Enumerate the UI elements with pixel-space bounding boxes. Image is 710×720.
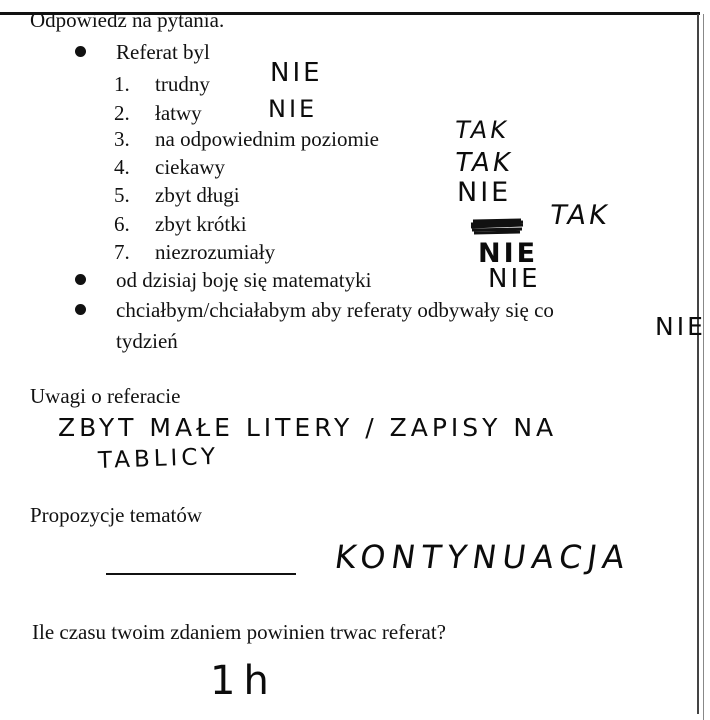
item-label: niezrozumiały: [155, 240, 276, 264]
remarks-label: Uwagi o referacie: [30, 384, 181, 408]
answer-handwritten: TAK: [547, 200, 613, 231]
answer-handwritten: NIE: [655, 312, 706, 341]
item-num: 5.: [114, 183, 130, 207]
item-label: zbyt długi: [155, 183, 240, 207]
duration-handwritten: 1h: [210, 658, 277, 704]
crossed-out-scribble: [468, 212, 526, 238]
answer-handwritten: NIE: [457, 177, 512, 208]
item-num: 3.: [114, 127, 130, 151]
answer-handwritten: NIE: [268, 95, 318, 123]
answer-handwritten: NIE: [488, 264, 541, 294]
topics-handwritten: KONTYNUACJA: [332, 538, 633, 576]
item-num: 4.: [114, 155, 130, 179]
item-num: 7.: [114, 240, 130, 264]
remarks-handwritten-line1: ZBYT MAŁE LITERY / ZAPISY NA: [58, 413, 558, 442]
topics-label: Propozycje tematów: [30, 503, 203, 527]
item-label: łatwy: [155, 101, 202, 125]
bullet-1: [75, 46, 86, 57]
bullet-3: [75, 304, 86, 315]
header-text: Odpowiedz na pytania.: [30, 8, 225, 32]
item-label: na odpowiednim poziomie: [155, 127, 379, 151]
bullet-2: [75, 274, 86, 285]
answer-handwritten: NIE: [270, 58, 323, 88]
answer-blank-line: [106, 573, 296, 575]
answer-handwritten: NIE: [478, 238, 539, 269]
statement-math-fear: od dzisiaj boję się matematyki: [116, 268, 372, 292]
item-num: 1.: [114, 72, 130, 96]
item-num: 2.: [114, 101, 130, 125]
duration-question: Ile czasu twoim zdaniem powinien trwac referat?: [32, 620, 446, 644]
statement-weekly-cont: tydzień: [116, 329, 178, 353]
answer-handwritten: TAK: [452, 116, 512, 144]
page-right-edge-shadow: [703, 14, 704, 720]
answer-handwritten: TAK: [452, 148, 516, 178]
item-label: trudny: [155, 72, 210, 96]
item-label: ciekawy: [155, 155, 225, 179]
statement-weekly: chciałbym/chciałabym aby referaty odbywały się co: [116, 298, 554, 322]
question-referat: Referat byl: [116, 40, 210, 64]
item-num: 6.: [114, 212, 130, 236]
page-right-edge: [697, 14, 699, 714]
remarks-handwritten-line2: TABLICY: [97, 443, 220, 474]
item-label: zbyt krótki: [155, 212, 247, 236]
